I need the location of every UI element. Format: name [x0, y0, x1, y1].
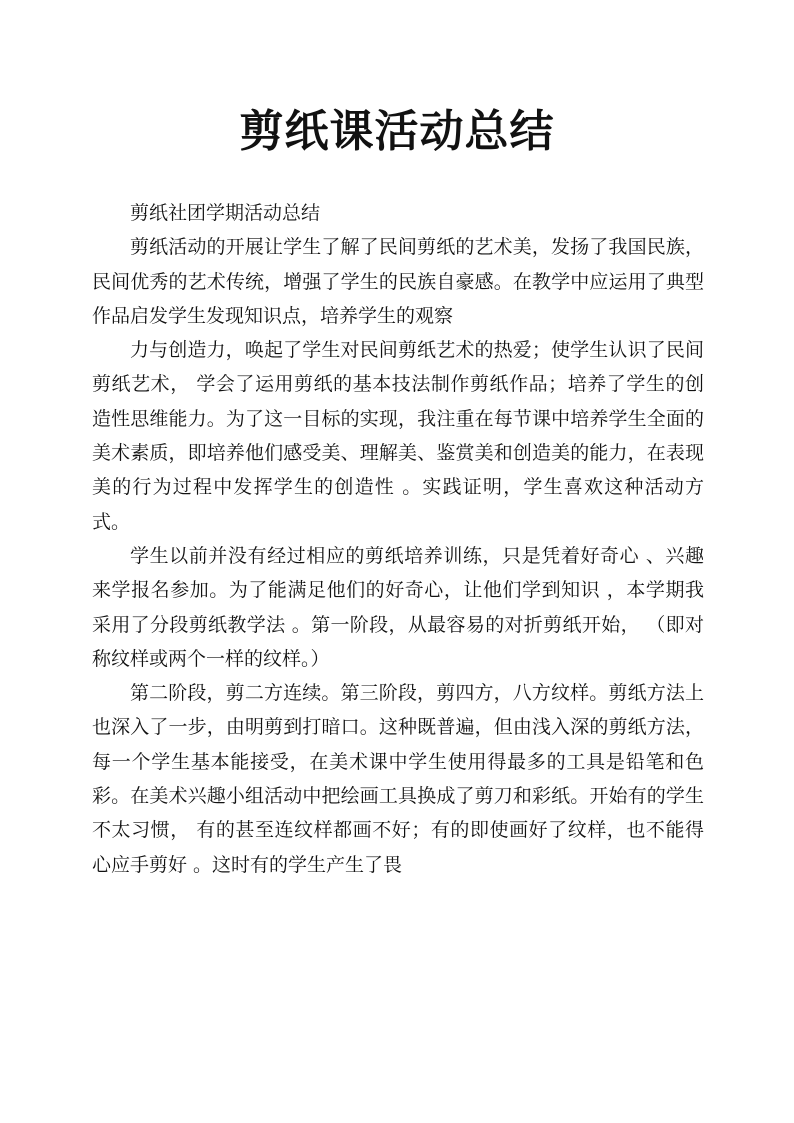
paragraph: 第二阶段，剪二方连续。第三阶段，剪四方，八方纹样。剪纸方法上也深入了一步，由明剪到打暗口。这种既普遍，但由浅入深的剪纸方法，每一个学生基本能接受，在美术课中学生使用得最多的工具是铅笔和色彩。在美术兴趣小组活动中把绘画工具换成了剪刀和彩纸。开始有的学生不太习惯， 有的甚至连纹样都画不好；有的即使画好了纹样，也不能得心应手剪好 。这时有的学生产生了畏	[92, 682, 704, 876]
paragraph: 剪纸活动的开展让学生了解了民间剪纸的艺术美，发扬了我国民族，民间优秀的艺术传统，增强了学生的民族自豪感。在教学中应运用了典型作品启发学生发现知识点，培养学生的观察	[92, 236, 704, 327]
paragraph: 学生以前并没有经过相应的剪纸培养训练，只是凭着好奇心 、兴趣来学报名参加。为了能满足他们的好奇心，让他们学到知识 ，本学期我采用了分段剪纸教学法 。第一阶段，从最容易的对折剪纸开始， （即对称纹样或两个一样的纹样。）	[92, 544, 704, 670]
document-body	[92, 196, 704, 882]
paragraph: 力与创造力，唤起了学生对民间剪纸艺术的热爱；使学生认识了民间剪纸艺术， 学会了运用剪纸的基本技法制作剪纸作品；培养了学生的创造性思维能力。为了这一目标的实现，我注重在每节课中培养学生全面的美术素质，即培养他们感受美、理解美、鉴赏美和创造美的能力，在表现美的行为过程中发挥学生的创造性 。实践证明，学生喜欢这种活动方式。	[92, 339, 704, 533]
document-title: 剪纸课活动总结	[239, 106, 555, 157]
paragraph-subtitle: 剪纸社团学期活动总结	[130, 202, 321, 224]
